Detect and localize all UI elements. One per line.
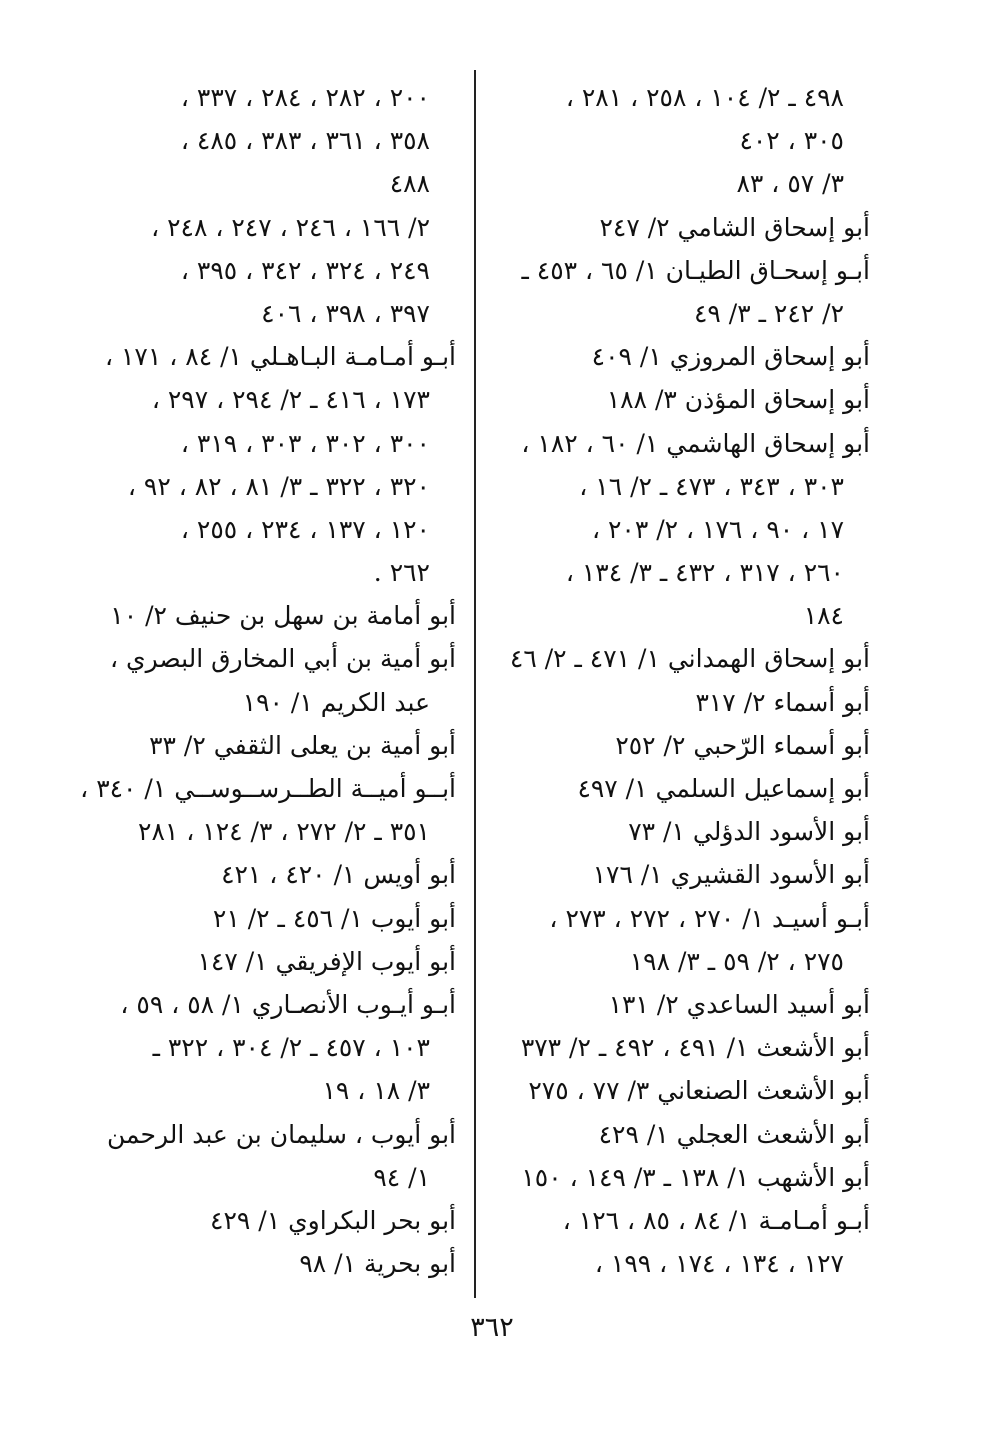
index-entry-line: أبو الأسود الدؤلي ١/ ٧٣	[628, 817, 870, 847]
index-entry-line: أبو الأشعث ١/ ٤٩١ ، ٤٩٢ ـ ٢/ ٣٧٣	[520, 1033, 870, 1063]
index-entry-line: أبو الأشعث الصنعاني ٣/ ٧٧ ، ٢٧٥	[528, 1076, 870, 1106]
index-entry-line: ٣/ ١٨ ، ١٩	[322, 1076, 430, 1106]
index-entry-line: أبو الأشعث العجلي ١/ ٤٢٩	[598, 1119, 870, 1149]
index-entry-line: ١٠٣ ، ٤٥٧ ـ ٢/ ٣٠٤ ، ٣٢٢ ـ	[152, 1033, 430, 1063]
index-entry-line: أبو أمية بن يعلى الثقفي ٢/ ٣٣	[149, 730, 456, 760]
index-entry-line: ٣/ ٥٧ ، ٨٣	[736, 169, 844, 199]
index-entry-line: ١/ ٩٤	[373, 1162, 430, 1192]
index-entry-line: ٤٩٨ ـ ٢/ ١٠٤ ، ٢٥٨ ، ٢٨١ ،	[565, 83, 844, 112]
index-entry-line: ٤٨٨	[389, 169, 430, 199]
index-entry-line: عبد الكريم ١/ ١٩٠	[242, 687, 430, 717]
page-number: ٣٦٢	[470, 1312, 514, 1343]
index-entry-line: ١٧٣ ، ٤١٦ ـ ٢/ ٢٩٤ ، ٢٩٧ ،	[151, 385, 430, 415]
index-entry-line: ٣٠٥ ، ٤٠٢	[739, 126, 844, 156]
index-entry-line: أبو أيوب ، سليمان بن عبد الرحمن	[107, 1119, 456, 1149]
right-column	[494, 76, 870, 1285]
index-entry-line: أبـو إسحـاق الطيـان ١/ ٦٥ ، ٤٥٣ ـ	[521, 255, 870, 285]
index-entry-line: ٣٠٠ ، ٣٠٢ ، ٣٠٣ ، ٣١٩ ،	[180, 428, 430, 458]
index-entry-line: أبـو أمـامـة البـاهـلي ١/ ٨٤ ، ١٧١ ،	[104, 342, 456, 372]
index-entry-line: ١٨٤	[803, 601, 844, 631]
index-entry-line: أبو بحرية ١/ ٩٨	[299, 1249, 456, 1279]
index-entry-line: ٢/ ١٦٦ ، ٢٤٦ ، ٢٤٧ ، ٢٤٨ ،	[151, 212, 430, 242]
index-entry-line: أبو أويس ١/ ٤٢٠ ، ٤٢١	[221, 860, 456, 890]
index-entry-line: ٣٠٣ ، ٣٤٣ ، ٤٧٣ ـ ٢/ ١٦ ،	[579, 471, 844, 501]
index-entry-line: ٣٥٨ ، ٣٦١ ، ٣٨٣ ، ٤٨٥ ،	[180, 126, 430, 156]
index-entry-line: أبـو أمـامـة ١/ ٨٤ ، ٨٥ ، ١٢٦ ،	[562, 1205, 870, 1235]
index-entry-line: ٢٦٢ .	[373, 558, 430, 588]
index-entry-line: ٣٢٠ ، ٣٢٢ ـ ٣/ ٨١ ، ٨٢ ، ٩٢ ،	[127, 471, 430, 501]
index-entry-line: أبو أيوب ١/ ٤٥٦ ـ ٢/ ٢١	[212, 903, 456, 933]
index-entry-line: أبــو أميــة الطــرســوســي ١/ ٣٤٠ ،	[80, 774, 456, 803]
index-entry-line: أبو الأسود القشيري ١/ ١٧٦	[592, 860, 870, 890]
index-entry-line: ٣٥١ ـ ٢/ ٢٧٢ ، ٣/ ١٢٤ ، ٢٨١	[138, 817, 430, 847]
index-entry-line: أبـو أيـوب الأنصـاري ١/ ٥٨ ، ٥٩ ،	[120, 989, 456, 1019]
index-entry-line: أبو إسحاق الهمداني ١/ ٤٧١ ـ ٢/ ٤٦	[509, 644, 870, 674]
index-entry-line: أبو أمامة بن سهل بن حنيف ٢/ ١٠	[110, 601, 456, 631]
index-entry-line: أبو إسحاق الشامي ٢/ ٢٤٧	[599, 212, 870, 242]
index-entry-line: ١٢٠ ، ١٣٧ ، ٢٣٤ ، ٢٥٥ ،	[180, 514, 430, 544]
index-entry-line: أبو بحر البكراوي ١/ ٤٢٩	[210, 1205, 456, 1235]
index-entry-line: ٣٩٧ ، ٣٩٨ ، ٤٠٦	[261, 298, 430, 328]
index-entry-line: أبو إسحاق المؤذن ٣/ ١٨٨	[606, 385, 870, 415]
index-entry-line: أبو أسماء الرّحبي ٢/ ٢٥٢	[615, 730, 870, 760]
index-entry-line: ٢٤٩ ، ٣٢٤ ، ٣٤٢ ، ٣٩٥ ،	[180, 255, 430, 285]
column-divider	[474, 70, 476, 1298]
index-entry-line: أبو إسحاق المروزي ١/ ٤٠٩	[591, 342, 870, 372]
index-entry-line: أبو أمية بن أبي المخارق البصري ،	[110, 644, 456, 674]
index-entry-line: ١٧ ، ٩٠ ، ١٧٦ ، ٢/ ٢٠٣ ،	[591, 514, 844, 544]
index-entry-line: أبو أسيد الساعدي ٢/ ١٣١	[608, 989, 870, 1019]
index-entry-line: أبو أيوب الإفريقي ١/ ١٤٧	[197, 946, 456, 976]
index-entry-line: أبو إسماعيل السلمي ١/ ٤٩٧	[577, 774, 870, 803]
index-entry-line: أبـو أسيـد ١/ ٢٧٠ ، ٢٧٢ ، ٢٧٣ ،	[549, 903, 870, 933]
index-entry-line: أبو الأشهب ١/ ١٣٨ ـ ٣/ ١٤٩ ، ١٥٠	[521, 1162, 870, 1192]
index-entry-line: ٢٠٠ ، ٢٨٢ ، ٢٨٤ ، ٣٣٧ ،	[180, 83, 430, 112]
index-entry-line: ٢٦٠ ، ٣١٧ ، ٤٣٢ ـ ٣/ ١٣٤ ،	[565, 558, 844, 588]
index-entry-line: أبو إسحاق الهاشمي ١/ ٦٠ ، ١٨٢ ،	[521, 428, 870, 458]
index-entry-line: ٢/ ٢٤٢ ـ ٣/ ٤٩	[694, 298, 844, 328]
index-entry-line: ١٢٧ ، ١٣٤ ، ١٧٤ ، ١٩٩ ،	[594, 1249, 844, 1279]
index-entry-line: أبو أسماء ٢/ ٣١٧	[695, 687, 870, 717]
left-column	[80, 76, 456, 1285]
index-entry-line: ٢٧٥ ، ٢/ ٥٩ ـ ٣/ ١٩٨	[629, 946, 844, 976]
